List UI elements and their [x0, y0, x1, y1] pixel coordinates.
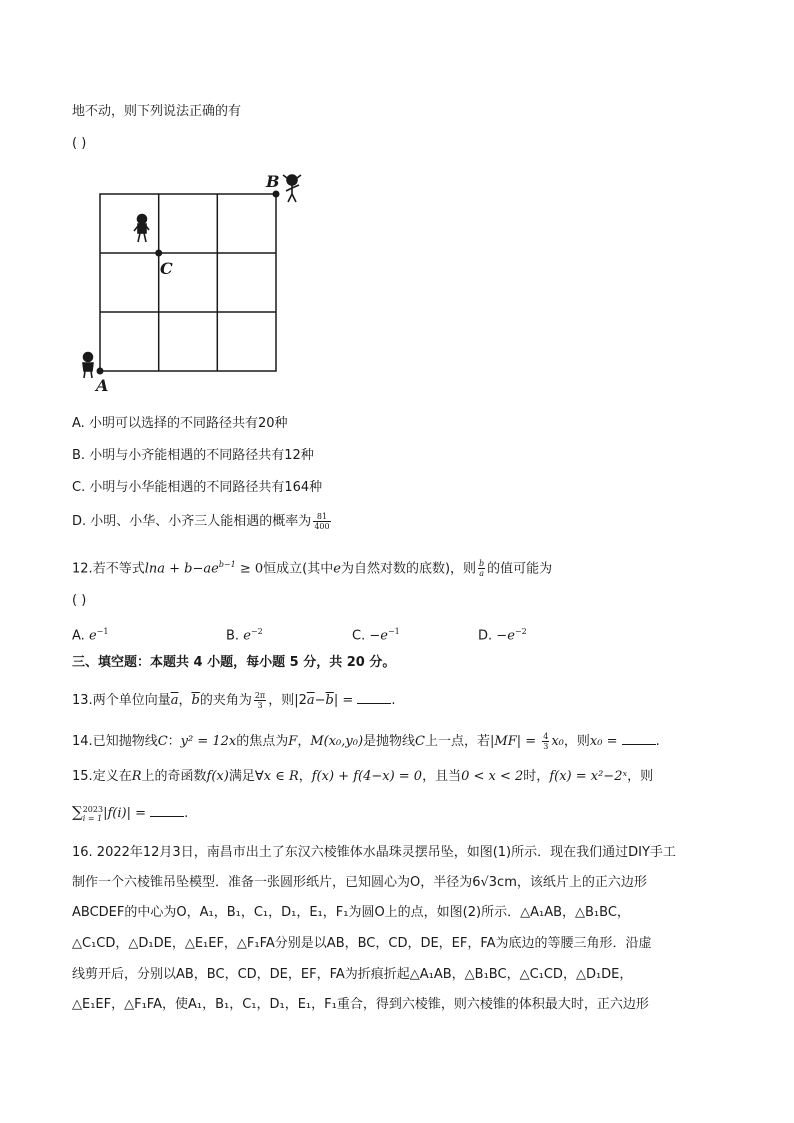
point-c: [155, 250, 162, 257]
option-letter: B.: [72, 448, 86, 463]
question-16-line: 线剪开后，分别以AB，BC，CD，DE，EF，FA为折痕折起△A₁AB，△B₁BC，△C₁CD，△D₁DE，: [72, 967, 633, 982]
label-c: C: [160, 259, 173, 278]
point-b: [273, 191, 280, 198]
option-text: 小明与小华能相遇的不同路径共有164种: [89, 480, 323, 495]
label-b: B: [266, 172, 280, 191]
person-xiaohua-icon: [134, 215, 149, 243]
answer-paren: ( ): [72, 136, 87, 151]
option-b[interactable]: [72, 447, 314, 465]
option-text: 小明、小华、小齐三人能相遇的概率为: [90, 514, 312, 529]
answer-blank[interactable]: [622, 732, 656, 745]
question-12: 12.若不等式$\ln a + b-ae^{b-1} \ge 0$恒成立(其中e为自然对数的底数)，则 $\frac{b}{a}$ 的值可能为: [72, 559, 553, 579]
question-intro: 地不动，则下列说法正确的有: [72, 104, 242, 119]
option-d[interactable]: [72, 512, 333, 531]
option-text: 小明与小齐能相遇的不同路径共有12种: [89, 448, 314, 463]
q12-option-a[interactable]: A. $e^{-1}$: [72, 627, 109, 644]
question-16-line: ABCDEF的中心为O，A₁，B₁，C₁，D₁，E₁，F₁为圆O上的点，如图(2)所示．△A₁AB，△B₁BC，: [72, 905, 630, 920]
answer-paren-12: ( ): [72, 593, 87, 608]
question-16-line: 16. 2022年12月3日，南昌市出土了东汉六棱锥体水晶珠灵摆吊坠，如图(1)所示．现在我们通过DIY手工: [72, 845, 676, 860]
section-heading: 三、填空题：本题共 4 小题，每小题 5 分，共 20 分。: [72, 655, 396, 670]
question-15: 15.定义在R上的奇函数f(x)满足∀x ∈ R，f(x) + f(4−x) = 0，且当0 < x < 2时，f(x) = x²−2ˣ，则: [72, 769, 654, 784]
question-14: 14.已知抛物线C：y² = 12x的焦点为F，M(x₀,y₀)是抛物线C上一点，若|MF| = $\frac{4}{3}$ x₀，则x₀ = .: [72, 732, 660, 751]
q12-option-c[interactable]: C. $-e^{-1}$: [352, 627, 400, 644]
fraction: $\frac{81}{400}$: [314, 512, 330, 531]
answer-blank[interactable]: [357, 691, 391, 704]
option-text: 小明可以选择的不同路径共有20种: [88, 416, 288, 431]
option-c[interactable]: [72, 479, 322, 497]
question-13: 13.两个单位向量$\overline{a}$，$\overline{b}$的夹角为 $\frac{2\pi}{3}$ ，则$|2\overline{a}-\overline{b}|$ = .: [72, 691, 396, 710]
question-16-line: △C₁CD，△D₁DE，△E₁EF，△F₁FA分别是以AB，BC，CD，DE，EF，FA为底边的等腰三角形．沿虚: [72, 936, 652, 951]
q12-option-d[interactable]: D. $-e^{-2}$: [478, 627, 527, 644]
person-xiaoqi-icon: [283, 175, 301, 202]
question-16-line: △E₁EF，△F₁FA，使A₁，B₁，C₁，D₁，E₁，F₁重合，得到六棱锥，则六棱锥的体积最大时，正六边形: [72, 997, 649, 1012]
person-xiaoming-icon: [83, 353, 93, 379]
answer-blank[interactable]: [150, 804, 184, 817]
question-16-line: 制作一个六棱锥吊坠模型．准备一张圆形纸片，已知圆心为O，半径为6√3cm，该纸片上的正六边形: [72, 875, 647, 890]
option-letter: D.: [72, 514, 87, 529]
point-a: [97, 368, 104, 375]
question-15-sum: ∑ 2023 i = 1 |f(i)| = .: [72, 803, 189, 823]
grid-figure: [76, 170, 316, 398]
option-letter: C.: [72, 480, 86, 495]
option-a[interactable]: [72, 415, 287, 433]
q12-option-b[interactable]: B. $e^{-2}$: [226, 627, 263, 644]
label-a: A: [96, 376, 109, 395]
option-letter: A.: [72, 416, 85, 431]
